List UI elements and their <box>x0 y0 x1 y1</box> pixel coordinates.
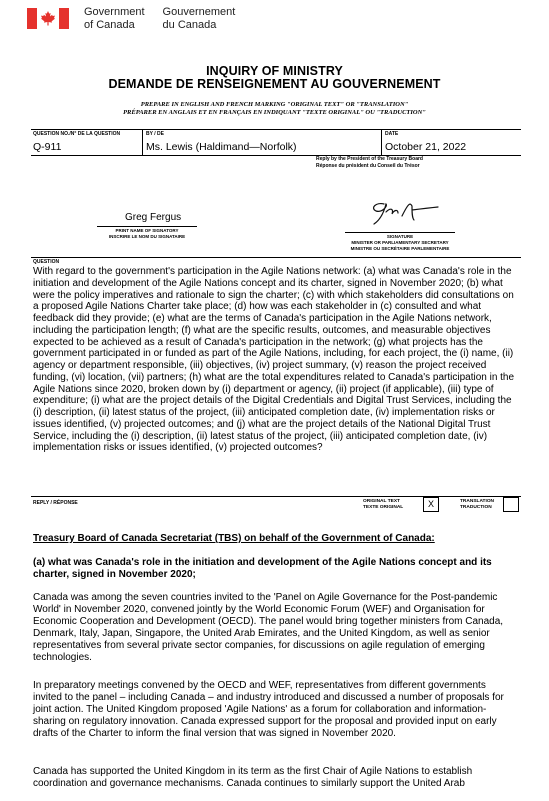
original-text-fr: TEXTE ORIGINAL <box>363 505 404 510</box>
signatory-name: Greg Fergus <box>125 212 182 223</box>
signature-role-fr: MINISTRE OU SECRÉTAIRE PARLEMENTAIRE <box>350 246 450 251</box>
print-name-en: PRINT NAME OF SIGNATORY <box>115 228 179 233</box>
form-top-rule <box>31 129 521 130</box>
question-text: With regard to the government's participation in the Agile Nations network: (a) what was Canada's role in the initiation and development of the Agile Nations concept and its charter, signed in November 2020; (b) what were the policy imperatives and rationale to sign the charter; (c) with which stakeholders did consultations on a proposed Agile Nations Charter take place; (d) how was each stakeholder in (c) consulted and what feedback did they provide; (e) what are the terms of Canada's participation in the Agile Nations network, including the participation length; (f) what are the specific results, outcomes, and measurable objectives expected to be achieved as a result of Canada's participation in the network; (g) what projects has the government participated in or funded as part of the Agile Nations, including, for each project, the (i) name, (ii) agency or department responsible, (iii) objectives, (iv) project summary, (v) reason the project received funding, (vi) location, (vii) partners; (h) what are the total expenditures related to Canada's participation in the Agile Nations since 2020, broken down by (i) department or agency, (ii) project (if applicable), (iii) type of expenditure; (i) what are the project details of the Digital Credentials and Digital Trust Services, including the (i) description, (ii) latest status of the project, (iii) anticipated completion date, (iv) implementation risks or issues identified, (v) projected outcomes; and (j) what are the project details of the National Digital Trust Service, including the (i) description, (ii) latest status of the project, (iii) anticipated completion date, (iv) implementation risks or issues identified, (v) projected outcomes? <box>33 266 515 454</box>
signature-label-en: SIGNATURE <box>386 234 414 239</box>
flag-right-bar <box>59 8 69 29</box>
gov-fr-line1: Gouvernement <box>162 6 236 18</box>
canada-flag-icon <box>27 8 69 29</box>
instructions-fr: PRÉPARER EN ANGLAIS ET EN FRANÇAIS EN INDIQUANT "TEXTE ORIGINAL" OU "TRADUCTION" <box>123 109 426 116</box>
form-title-en: INQUIRY OF MINISTRY <box>206 64 343 78</box>
gov-en-line2: of Canada <box>84 19 135 31</box>
question-date: October 21, 2022 <box>385 141 467 153</box>
original-text-en: ORIGINAL TEXT <box>363 499 400 504</box>
question-no-label: QUESTION NO./N° DE LA QUESTION <box>33 131 121 137</box>
maple-leaf-icon <box>40 11 56 26</box>
flag-left-bar <box>27 8 37 29</box>
translation-fr: TRADUCTION <box>460 505 492 510</box>
signature-role-en: MINISTER OR PARLIAMENTARY SECRETARY <box>351 240 449 245</box>
gov-en-line1: Government <box>84 6 145 18</box>
signature-caption <box>345 234 455 252</box>
field-divider-1 <box>142 129 143 156</box>
translation-label <box>460 499 494 511</box>
by-label: BY / DE <box>146 131 164 137</box>
reply-by-note <box>316 156 423 170</box>
reply-by-fr: Réponse du président du Conseil du Trésor <box>316 163 420 169</box>
reply-by-en: Reply by the President of the Treasury Board <box>316 156 423 162</box>
answer-part-a-heading: (a) what was Canada's role in the initiation and development of the Agile Nations concept and its charter, signed in November 2020; <box>33 557 492 580</box>
answer-paragraph-2: In preparatory meetings convened by the OECD and WEF, representatives from different governments invited to the panel – including Canada – and industry introduced and discussed a number of proposals for joint action. The United Kingdom proposed 'Agile Nations' as a forum for collaboration and information-sharing on regulatory innovation. Canada expressed support for the proposal and provided input on early drafts of the Charter to inform the final version that was signed in November 2020. <box>33 680 504 739</box>
instructions-en: PREPARE IN ENGLISH AND FRENCH MARKING "ORIGINAL TEXT" OR "TRANSLATION" <box>140 101 409 108</box>
answer-paragraph-1: Canada was among the seven countries invited to the 'Panel on Agile Governance for the Post-pandemic World' in November 2020, convened jointly by the World Economic Forum (WEF) and Organisation for Economic Cooperation and Development (OECD). The panel would bring together ministers from Canada, Denmark, Italy, Japan, Singapore, the United Arab Emirates, and the United Kingdom, as well as senior representatives from several private sector companies, for discussions on agile regulation of emerging technologies. <box>33 592 504 663</box>
field-divider-2 <box>381 129 382 156</box>
print-name-caption <box>97 228 197 240</box>
gov-fr-line2: du Canada <box>162 19 217 31</box>
question-label: QUESTION <box>33 259 60 265</box>
answer-heading: Treasury Board of Canada Secretariat (TBS) on behalf of the Government of Canada: <box>33 533 435 544</box>
reply-top-rule <box>31 496 521 497</box>
question-top-rule <box>31 257 521 258</box>
form-field-bottom-rule <box>31 155 521 156</box>
signature-rule <box>345 232 455 233</box>
date-label: DATE <box>385 131 399 137</box>
original-text-checkbox[interactable]: X <box>423 497 439 512</box>
translation-checkbox[interactable] <box>503 497 519 512</box>
government-name-fr <box>163 6 236 32</box>
handwritten-signature <box>368 198 440 228</box>
answer-paragraph-3: Canada has supported the United Kingdom in its term as the first Chair of Agile Nations to establish coordination and governance mechanisms. Canada continues to similarly support the United Arab <box>33 766 473 789</box>
government-header <box>27 5 235 35</box>
question-number: Q-911 <box>33 141 62 153</box>
original-text-label <box>363 499 403 511</box>
form-title-fr: DEMANDE DE RENSEIGNEMENT AU GOUVERNEMENT <box>108 77 441 91</box>
translation-en: TRANSLATION <box>460 499 495 504</box>
reply-label: REPLY / RÉPONSE <box>33 500 78 506</box>
question-author: Ms. Lewis (Haldimand—Norfolk) <box>146 141 297 153</box>
signatory-name-rule <box>97 226 197 227</box>
government-name-en <box>84 6 145 32</box>
print-name-fr: INSCRIRE LE NOM DU SIGNATAIRE <box>108 234 186 239</box>
